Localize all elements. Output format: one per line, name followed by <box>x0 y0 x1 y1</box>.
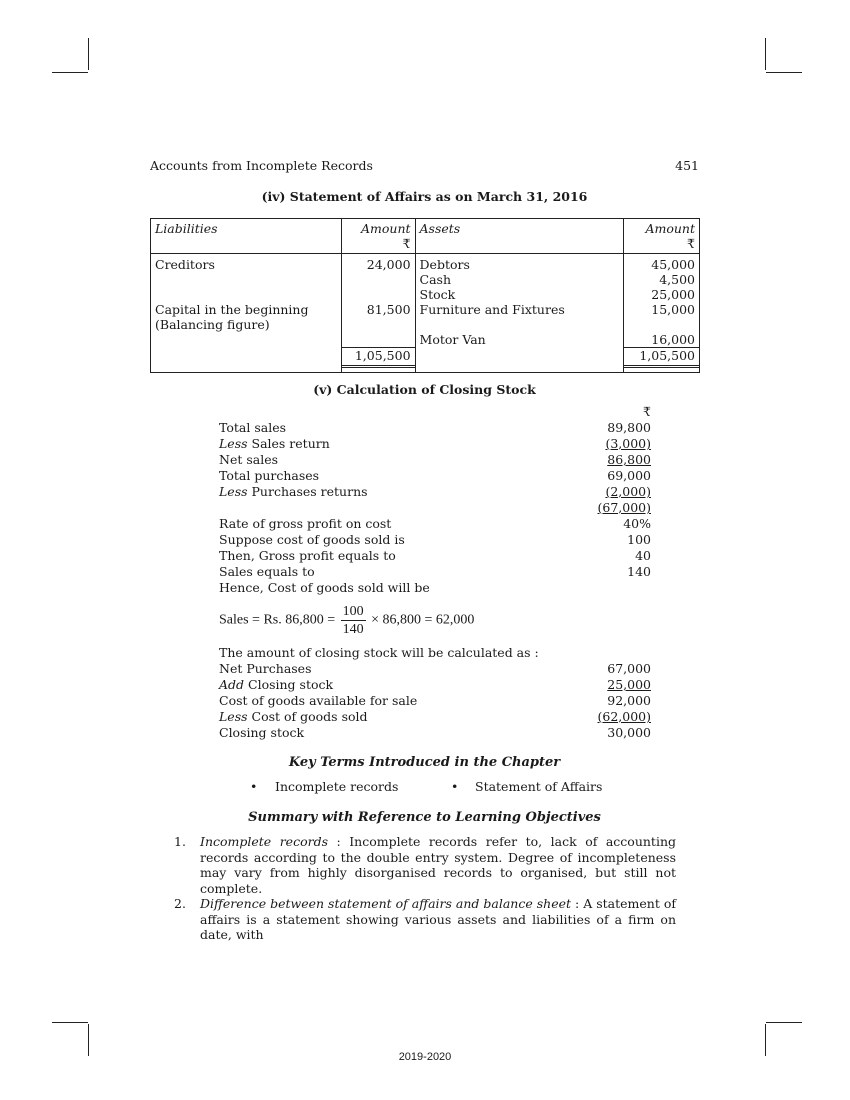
footer-year: 2019-2020 <box>398 1051 452 1063</box>
amount-header: Amount ₹ <box>624 219 700 254</box>
crop-mark <box>765 38 766 70</box>
sales-formula: Sales = Rs. 86,800 = $\frac{100}{140}$ × 86,800 = 62,000 <box>219 604 475 637</box>
bullet-icon: • <box>250 779 258 794</box>
bullet-icon: • <box>451 779 459 794</box>
crop-mark <box>52 72 88 73</box>
asset-amount: 45,000 <box>651 257 695 272</box>
calc-row: Cost of goods available for sale 92,000 <box>219 693 651 708</box>
calc-row: Less Sales return (3,000) <box>219 436 651 451</box>
key-terms-title: Key Terms Introduced in the Chapter <box>288 755 561 770</box>
summary-item: 2. Difference between statement of affairs and balance sheet : A statement of affairs is a statement showing various assets and liabilities of a firm on date, with <box>174 896 676 942</box>
liabilities-column <box>151 254 342 373</box>
amount-header: Amount ₹ <box>341 219 415 254</box>
liabilities-total: 1,05,500 <box>342 347 415 368</box>
asset-label: Furniture and Fixtures <box>419 302 565 317</box>
calc-row: Net Purchases 67,000 <box>219 661 651 676</box>
asset-amount: 25,000 <box>651 287 695 302</box>
closing-stock-title: (v) Calculation of Closing Stock <box>313 382 536 397</box>
liability-label: Capital in the beginning <box>155 302 309 317</box>
liabilities-header: Liabilities <box>151 219 342 254</box>
liability-label: (Balancing figure) <box>155 317 270 332</box>
statement-title: (iv) Statement of Affairs as on March 31, 2016 <box>261 189 588 204</box>
running-head <box>150 158 699 173</box>
summary-title: Summary with Reference to Learning Objectives <box>248 810 601 825</box>
crop-mark <box>52 1022 88 1023</box>
asset-label: Stock <box>419 287 456 302</box>
closing-stock-summary <box>219 645 651 741</box>
key-term: Incomplete records <box>275 779 399 794</box>
calc-row: Rate of gross profit on cost 40% <box>219 516 651 531</box>
summary-list <box>174 834 676 943</box>
asset-label: Debtors <box>419 257 470 272</box>
assets-total: 1,05,500 <box>624 347 699 368</box>
crop-mark <box>766 72 802 73</box>
key-term: Statement of Affairs <box>475 779 603 794</box>
fraction: $\frac{100}{140}$ <box>342 604 364 637</box>
asset-amount: 4,500 <box>659 272 695 287</box>
calc-row: Total sales 89,800 <box>219 420 651 435</box>
calc-row: Then, Gross profit equals to 40 <box>219 548 651 563</box>
liability-label: Creditors <box>155 257 215 272</box>
closing-stock-calculation <box>219 404 651 596</box>
calc-row: (67,000) <box>597 500 651 515</box>
asset-amount: 16,000 <box>651 332 695 347</box>
calc-row: Net sales 86,800 <box>219 452 651 467</box>
liability-amount: 81,500 <box>366 302 411 317</box>
calc-row: Hence, Cost of goods sold will be <box>219 580 430 595</box>
asset-label: Cash <box>419 272 452 287</box>
calc-row: Add Closing stock 25,000 <box>219 677 651 692</box>
crop-mark <box>766 1022 802 1023</box>
calc-row: Closing stock 30,000 <box>219 725 651 740</box>
calc-row: Less Purchases returns (2,000) <box>219 484 651 499</box>
assets-column <box>415 254 623 373</box>
rupee-symbol: ₹ <box>687 236 695 251</box>
statement-of-affairs-table <box>150 218 700 373</box>
liability-amount: 24,000 <box>366 257 411 272</box>
assets-header: Assets <box>415 219 623 254</box>
calc-row: Sales equals to 140 <box>219 564 651 579</box>
page-number: 451 <box>675 158 699 173</box>
asset-label: Motor Van <box>419 332 486 347</box>
calc-row: Suppose cost of goods sold is 100 <box>219 532 651 547</box>
liability-amounts-column <box>341 254 415 373</box>
summary-item: 1. Incomplete records : Incomplete records refer to, lack of accounting records according to the double entry system. Degree of incompleteness may vary from highly disorganised records to organised, but still not complete. <box>174 834 677 896</box>
asset-amounts-column <box>624 254 700 373</box>
calc-intro: The amount of closing stock will be calculated as : <box>219 645 539 660</box>
calc-row: Total purchases 69,000 <box>219 468 651 483</box>
crop-mark <box>88 38 89 70</box>
chapter-title: Accounts from Incomplete Records <box>150 158 373 173</box>
rupee-symbol: ₹ <box>643 404 651 419</box>
calc-row: Less Cost of goods sold (62,000) <box>219 709 651 724</box>
rupee-symbol: ₹ <box>402 236 411 251</box>
asset-amount: 15,000 <box>651 302 695 317</box>
